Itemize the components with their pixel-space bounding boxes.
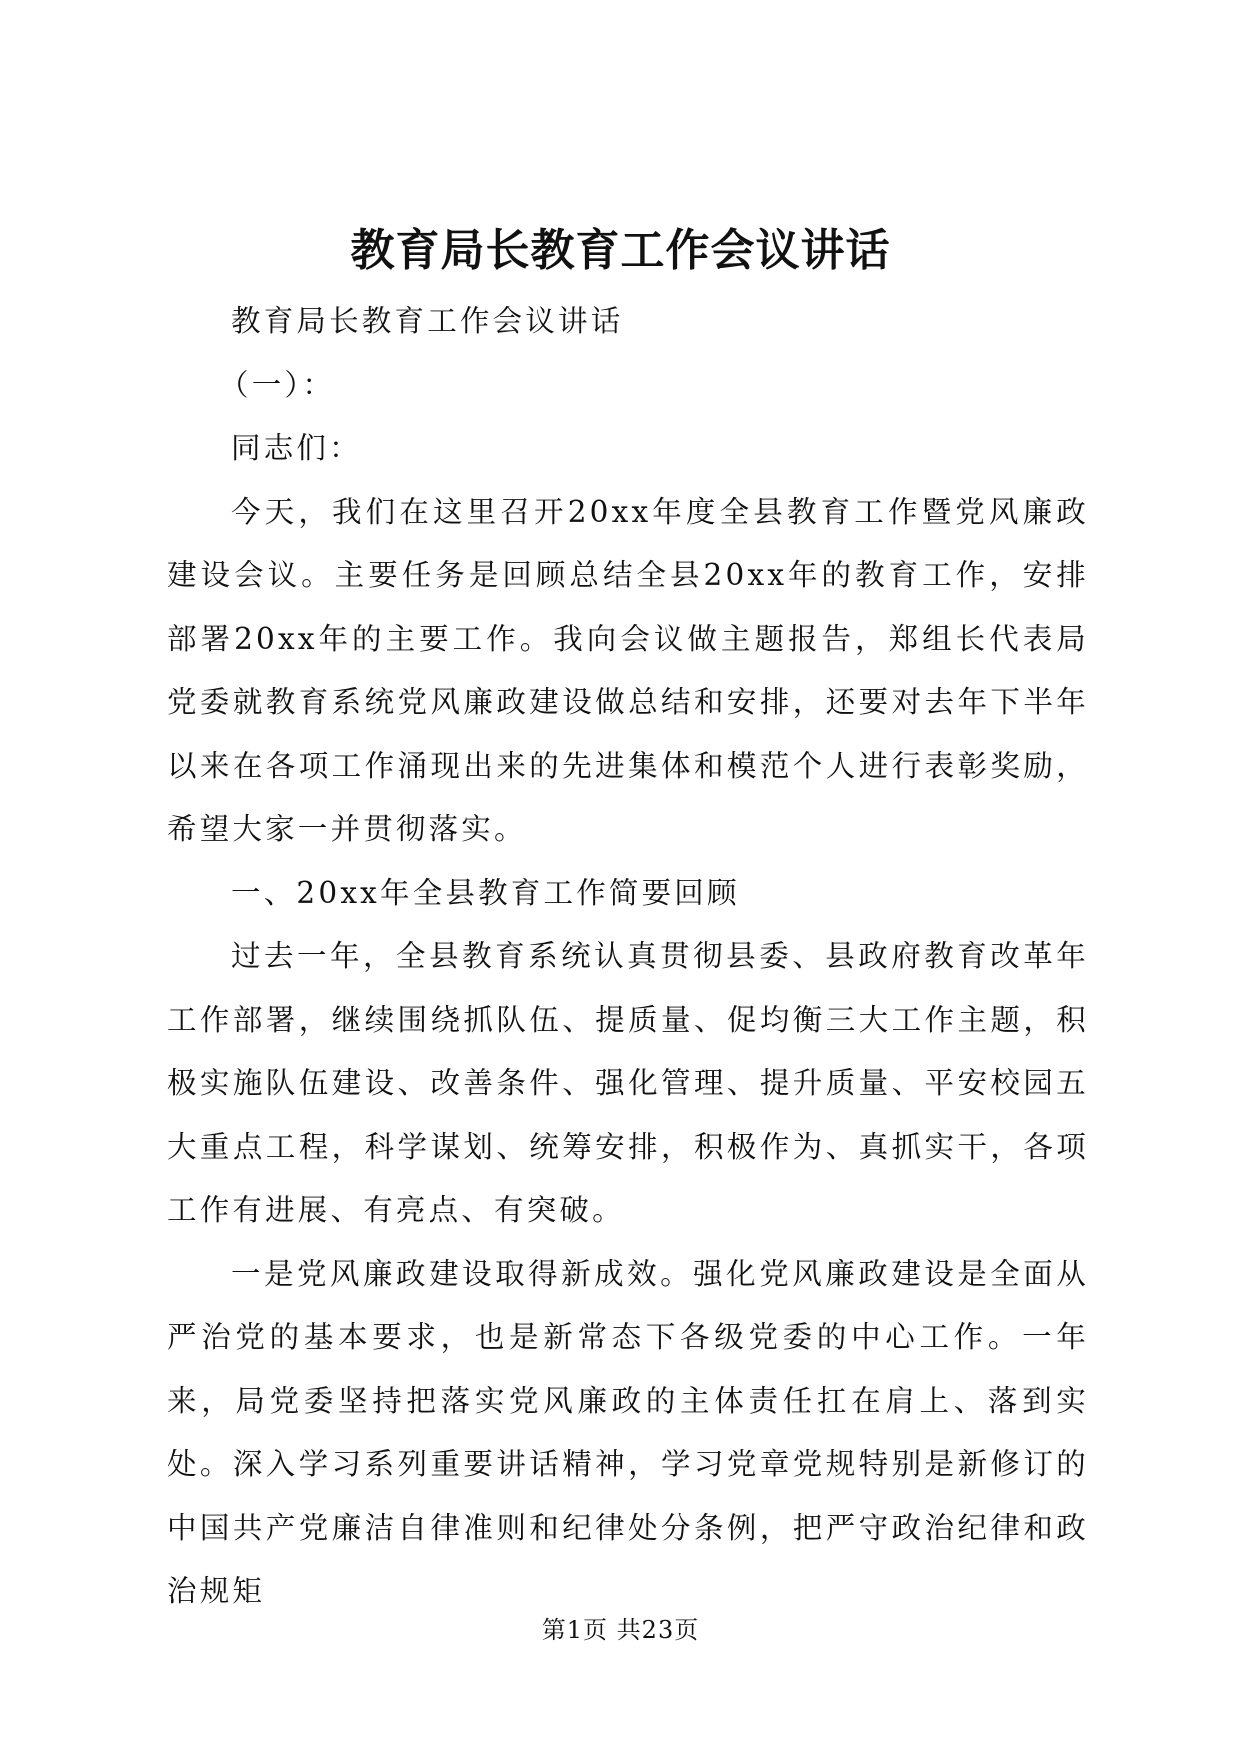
paragraph-point-1: 一是党风廉政建设取得新成效。强化党风廉政建设是全面从严治党的基本要求，也是新常态下各级党委的中心工作。一年来，局党委坚持把落实党风廉政的主体责任扛在肩上、落到实处。深入学习系列重要讲话精神，学习党章党规特别是新修订的中国共产党廉洁自律准则和纪律处分条例，把严守政治纪律和政治规矩 (167, 1256, 1089, 1608)
paragraph-section-marker: （一）： (219, 367, 336, 402)
document-title: 教育局长教育工作会议讲话 (350, 225, 891, 276)
section-heading-1: 一、20xx年全县教育工作简要回顾 (231, 875, 740, 910)
page-footer: 第1页 共23页 (541, 1616, 700, 1644)
paragraph-intro: 今天，我们在这里召开20xx年度全县教育工作暨党风廉政建设会议。主要任务是回顾总结全县20xx年的教育工作，安排部署20xx年的主要工作。我向会议做主题报告，郑组长代表局党委就教育系统党风廉政建设做总结和安排，还要对去年下半年以来在各项工作涌现出来的先进集体和模范个人进行表彰奖励，希望大家一并贯彻落实。 (167, 494, 1089, 846)
document-body (167, 290, 1089, 1624)
paragraph-salutation: 同志们： (231, 431, 362, 465)
paragraph-subtitle: 教育局长教育工作会议讲话 (231, 304, 624, 338)
paragraph-review: 过去一年，全县教育系统认真贯彻县委、县政府教育改革年工作部署，继续围绕抓队伍、提质量、促均衡三大工作主题，积极实施队伍建设、改善条件、强化管理、提升质量、平安校园五大重点工程，科学谋划、统筹安排，积极作为、真抓实干，各项工作有进展、有亮点、有突破。 (167, 939, 1089, 1227)
